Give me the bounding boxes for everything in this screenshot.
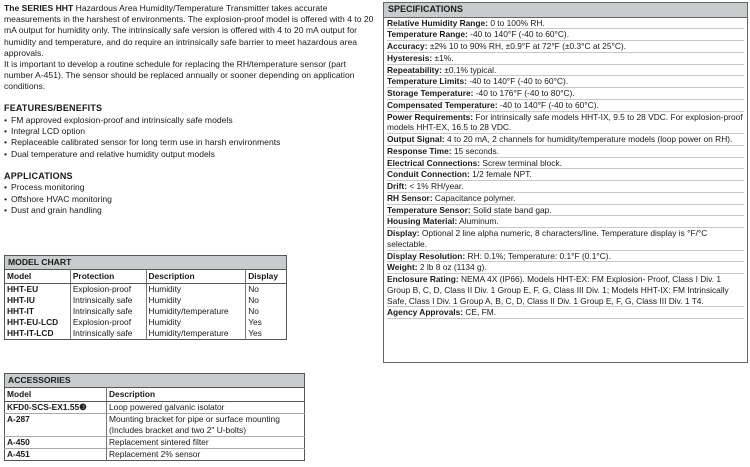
spec-item — [387, 193, 744, 205]
spec-item — [387, 88, 744, 100]
spec-value: 0 to 100% RH. — [488, 17, 545, 28]
spec-value: 4 to 20 mA, 2 channels for humidity/temperature models (loop power on RH). — [444, 134, 733, 145]
specifications-panel — [383, 2, 748, 363]
display-cell: No — [246, 284, 287, 295]
spec-item — [387, 100, 744, 112]
spec-value: -40 to 140°F (-40 to 60°C). — [467, 29, 570, 40]
intro-series-name: The SERIES HHT — [4, 3, 74, 13]
model-cell: HHT-IT — [7, 305, 34, 316]
list-item: • Dust and grain handling — [4, 205, 376, 216]
spec-label: Agency Approvals: — [387, 307, 464, 318]
table-row — [5, 306, 287, 317]
description-cell: Replacement sintered filter — [107, 436, 305, 448]
spec-label: Weight: — [387, 262, 418, 273]
spec-label: Hysteresis: — [387, 52, 433, 63]
description-cell: Humidity/temperature — [146, 328, 246, 339]
spec-value: NEMA 4X (IP66). Models HHT-EX: FM Explosion- Proof, Class I Div. 1 Group B, C, D, Class II Div. 1 Group E, F, G, Class III Div. 1; Models HHT-IX: FM Intrinsically Safe, Class I Div. 1 Group A, B, C, D, Class II Div. 1 Group E, F, G, Class III Div. 1 T4. — [387, 274, 729, 306]
list-item: • Integral LCD option — [4, 126, 376, 137]
spec-value: 2 lb 8 oz (1134 g). — [417, 262, 487, 273]
list-item: • Dual temperature and relative humidity output models — [4, 149, 376, 160]
model-cell: A-287 — [5, 414, 107, 437]
spec-label: Accuracy: — [387, 41, 428, 52]
table-row — [5, 414, 305, 437]
spec-item — [387, 18, 744, 30]
table-row — [5, 295, 287, 306]
model-chart-table — [4, 269, 287, 340]
table-row — [5, 448, 305, 460]
spec-label: Temperature Range: — [387, 29, 468, 40]
spec-item — [387, 181, 744, 193]
spec-item — [387, 146, 744, 158]
protection-cell: Intrinsically safe — [70, 306, 146, 317]
protection-cell: Intrinsically safe — [70, 328, 146, 339]
spec-value: Optional 2 line alpha numeric, 8 characters/line. Temperature display is °F/°C selectable. — [387, 228, 708, 249]
spec-item — [387, 216, 744, 228]
spec-label: Compensated Temperature: — [387, 99, 498, 110]
spec-item — [387, 274, 744, 307]
spec-item — [387, 205, 744, 217]
accessories-title: ACCESSORIES — [4, 373, 305, 387]
spec-item — [387, 41, 744, 53]
spec-label: Output Signal: — [387, 134, 445, 145]
spec-item — [387, 53, 744, 65]
display-cell: Yes — [246, 317, 287, 328]
spec-value: Solid state band gap. — [470, 204, 552, 215]
column-header: Model — [5, 270, 71, 284]
spec-item — [387, 112, 744, 135]
table-row — [5, 436, 305, 448]
description-cell: Mounting bracket for pipe or surface mounting (Includes bracket and two 2" U-bolts) — [107, 414, 305, 437]
model-cell: HHT-EU-LCD — [7, 316, 59, 327]
spec-value: -40 to 140°F (-40 to 60°C). — [497, 99, 599, 110]
column-header: Display — [246, 270, 287, 284]
model-cell: KFD0-SCS-EX1.55❸ — [5, 402, 107, 414]
specifications-title: SPECIFICATIONS — [384, 3, 747, 18]
spec-label: Display: — [387, 228, 420, 239]
description-cell: Loop powered galvanic isolator — [107, 402, 305, 414]
spec-item — [387, 134, 744, 146]
spec-label: Electrical Connections: — [387, 157, 481, 168]
table-row — [5, 317, 287, 328]
spec-value: RH: 0.1%; Temperature: 0.1°F (0.1°C). — [465, 250, 611, 261]
spec-item — [387, 228, 744, 251]
spec-label: Relative Humidity Range: — [387, 17, 488, 28]
spec-label: Display Resolution: — [387, 250, 466, 261]
list-item: • Offshore HVAC monitoring — [4, 194, 376, 205]
spec-value: ±0.1% typical. — [441, 64, 497, 75]
list-item: • Replaceable calibrated sensor for long term use in harsh environments — [4, 137, 376, 148]
spec-item — [387, 251, 744, 263]
table-row — [5, 284, 287, 295]
table-row — [5, 328, 287, 339]
spec-value: Aluminum. — [457, 216, 499, 227]
spec-value: -40 to 176°F (-40 to 80°C). — [473, 88, 575, 99]
display-cell: Yes — [246, 328, 287, 339]
model-cell: HHT-EU — [7, 284, 39, 295]
spec-label: Repeatability: — [387, 64, 442, 75]
list-item: • FM approved explosion-proof and intrinsically safe models — [4, 115, 376, 126]
spec-value: Capacitance polymer. — [432, 192, 516, 203]
column-header: Model — [5, 388, 107, 402]
column-header: Description — [146, 270, 246, 284]
model-cell: HHT-IT-LCD — [7, 327, 54, 338]
intro-paragraph — [4, 3, 376, 59]
features-list — [4, 115, 376, 160]
spec-item — [387, 29, 744, 41]
spec-label: Enclosure Rating: — [387, 274, 459, 285]
column-header: Protection — [70, 270, 146, 284]
spec-item — [387, 76, 744, 88]
display-cell: No — [246, 306, 287, 317]
spec-value: 1/2 female NPT. — [469, 169, 532, 180]
spec-value: -40 to 140°F (-40 to 60°C). — [466, 76, 569, 87]
description-cell: Humidity — [146, 284, 246, 295]
applications-list — [4, 182, 376, 216]
spec-value: For intrinsically safe models HHT-IX, 9.5 to 28 VDC. For explosion-proof models HHT-EX, 16.5 to 28 VDC. — [387, 111, 743, 133]
spec-label: Conduit Connection: — [387, 169, 470, 180]
column-header: Description — [107, 388, 305, 402]
list-item: • Process monitoring — [4, 182, 376, 193]
spec-label: Power Requirements: — [387, 111, 474, 122]
description-cell: Humidity — [146, 317, 246, 328]
spec-item — [387, 169, 744, 181]
spec-item — [387, 307, 744, 319]
spec-value: ±1%. — [432, 52, 454, 63]
spec-label: Temperature Limits: — [387, 76, 467, 87]
spec-value: < 1% RH/year. — [407, 181, 464, 192]
spec-label: Drift: — [387, 181, 408, 192]
model-cell: A-450 — [5, 436, 107, 448]
left-column — [4, 3, 376, 216]
protection-cell: Explosion-proof — [70, 284, 146, 295]
model-cell: A-451 — [5, 448, 107, 460]
model-chart — [4, 255, 287, 340]
protection-cell: Explosion-proof — [70, 317, 146, 328]
model-cell: HHT-IU — [7, 295, 35, 306]
applications-heading: APPLICATIONS — [4, 170, 73, 181]
model-chart-title: MODEL CHART — [4, 255, 287, 269]
spec-value: 15 seconds. — [451, 145, 500, 156]
accessories — [4, 373, 305, 461]
description-cell: Humidity — [146, 295, 246, 306]
accessories-table — [4, 387, 305, 461]
display-cell: No — [246, 295, 287, 306]
table-row — [5, 402, 305, 414]
spec-label: RH Sensor: — [387, 192, 433, 203]
spec-value: CE, FM. — [463, 307, 497, 318]
spec-label: Housing Material: — [387, 216, 458, 227]
maintenance-paragraph: It is important to develop a routine schedule for replacing the RH/temperature sensor (part number A-451). The sensor should be replaced annually or sooner depending on application conditions. — [4, 58, 355, 92]
protection-cell: Intrinsically safe — [70, 295, 146, 306]
description-cell: Replacement 2% sensor — [107, 448, 305, 460]
spec-label: Response Time: — [387, 145, 452, 156]
description-cell: Humidity/temperature — [146, 306, 246, 317]
intro-text: Hazardous Area Humidity/Temperature Transmitter takes accurate measurements in the harshest of environments. The explosion-proof model is offered with 4 to 20 mA output for humidity only. The intrinsically safe version is offered with 4 to 20 mA output for humidity and temperature, and do require an intrinsically safe barrier to meet hazardous area approvals. — [4, 3, 374, 58]
spec-item — [387, 262, 744, 274]
spec-value: Screw terminal block. — [480, 157, 562, 168]
spec-item — [387, 158, 744, 170]
specifications-list — [384, 18, 747, 320]
spec-label: Temperature Sensor: — [387, 204, 471, 215]
features-heading: FEATURES/BENEFITS — [4, 103, 103, 114]
spec-label: Storage Temperature: — [387, 88, 474, 99]
spec-value: ±2% 10 to 90% RH, ±0.9°F at 72°F (±0.3°C at 25°C). — [427, 41, 627, 52]
spec-item — [387, 65, 744, 77]
